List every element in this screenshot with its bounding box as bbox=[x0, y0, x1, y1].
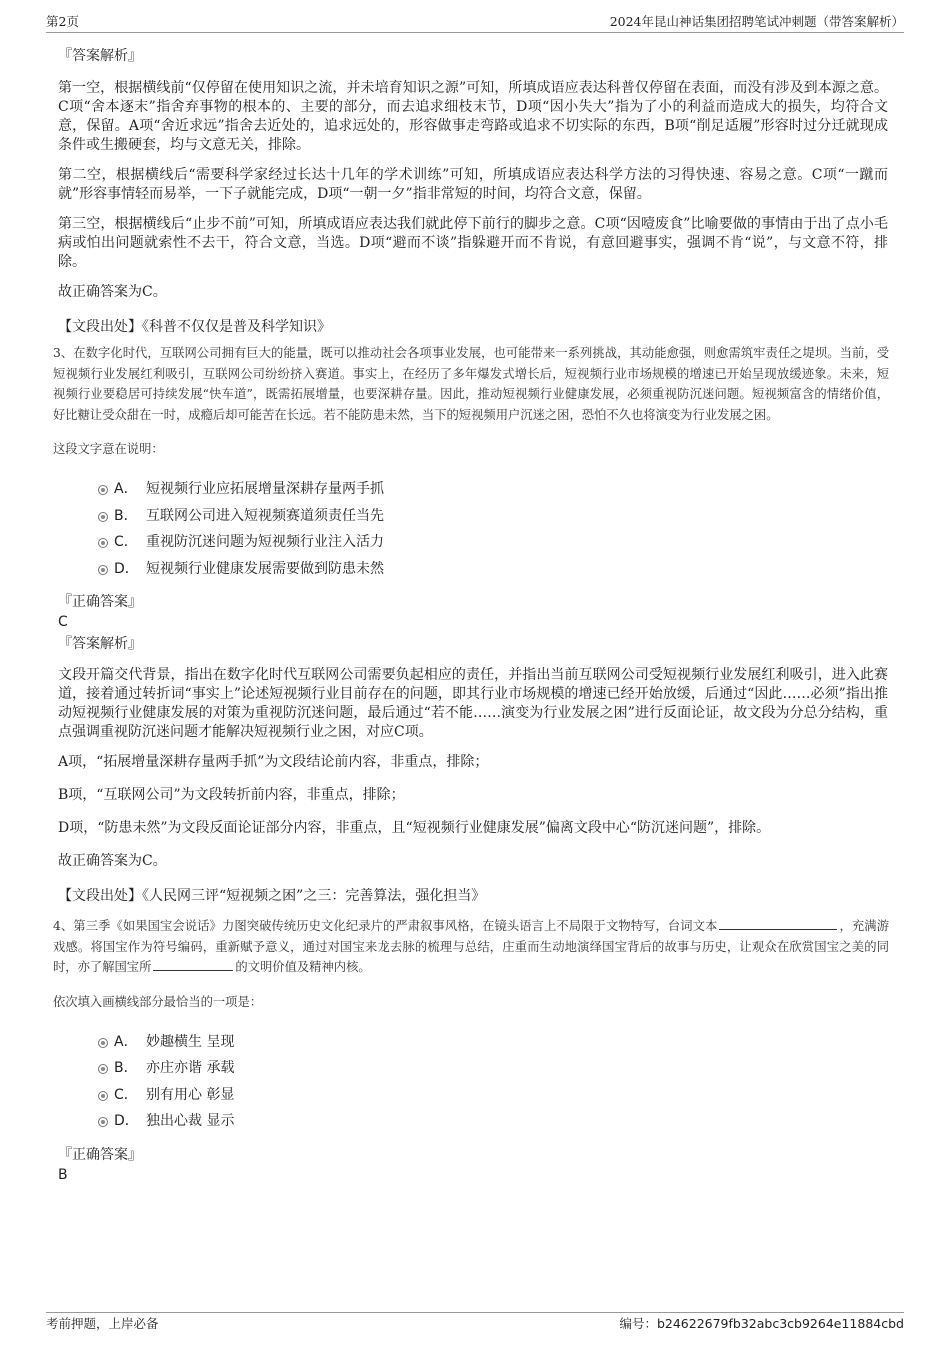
page-header bbox=[46, 12, 904, 33]
option-d[interactable] bbox=[98, 557, 888, 584]
fill-blank-1 bbox=[719, 917, 837, 930]
option-text: 亦庄亦谐 承载 bbox=[146, 1060, 235, 1076]
option-text: 短视频行业健康发展需要做到防患未然 bbox=[146, 560, 384, 577]
question-3-options bbox=[98, 477, 888, 583]
analysis-paragraph: 文段开篇交代背景，指出在数字化时代互联网公司需要负起相应的责任，并指出当前互联网公司受短视频行业发展红利吸引，进入此赛道，接着通过转折词“事实上”论述短视频行业目前存在的问题，即其行业市场规模的增速已经开始放缓，后通过“因此……必须”指出推动短视频行业健康发展的对策为重视防沉迷问题，最后通过“若不能……演变为行业发展之困”进行反面论证，故文段为分总分结构，重点强调重视防沉迷问题才能解决短视频行业之困，对应C项。 bbox=[58, 667, 888, 740]
page-number: 第2页 bbox=[46, 14, 79, 29]
analysis-conclusion: 故正确答案为C。 bbox=[58, 853, 167, 869]
analysis-paragraph: D项，“防患未然”为文段反面论证部分内容，非重点，且“短视频行业健康发展”偏离文段中心“防沉迷问题”，排除。 bbox=[58, 820, 771, 836]
option-text: 互联网公司进入短视频赛道须责任当先 bbox=[146, 507, 384, 524]
radio-icon[interactable] bbox=[98, 538, 108, 548]
option-letter: C． bbox=[114, 1086, 138, 1103]
fill-blank-2 bbox=[153, 958, 233, 971]
correct-answer: B bbox=[58, 1166, 68, 1183]
analysis-paragraph: B项，“互联网公司”为文段转折前内容，非重点，排除； bbox=[58, 787, 405, 803]
document-code-label: 编号： bbox=[619, 1316, 657, 1331]
document-code-value: b24622679fb32abc3cb9264e11884cbd bbox=[656, 1316, 904, 1331]
source-citation: 【文段出处】《人民网三评“短视频之困”之三：完善算法，强化担当》 bbox=[58, 888, 486, 904]
option-text: 妙趣横生 呈现 bbox=[146, 1033, 235, 1050]
analysis-paragraph: A项，“拓展增量深耕存量两手抓”为文段结论前内容，非重点，排除； bbox=[58, 754, 489, 770]
question-4-text bbox=[53, 916, 889, 978]
question-4-text-part3: 的文明价值及精神内核。 bbox=[235, 960, 371, 974]
correct-answer: C bbox=[58, 614, 68, 630]
radio-icon[interactable] bbox=[98, 1064, 108, 1074]
radio-icon[interactable] bbox=[98, 485, 108, 495]
question-4-options bbox=[98, 1030, 888, 1136]
radio-icon[interactable] bbox=[98, 512, 108, 522]
option-letter: A． bbox=[114, 481, 138, 497]
question-3-prompt: 这段文字意在说明： bbox=[53, 442, 164, 456]
option-letter: B． bbox=[114, 507, 138, 524]
question-4-prompt: 依次填入画横线部分最恰当的一项是： bbox=[53, 994, 263, 1009]
radio-icon[interactable] bbox=[98, 1091, 108, 1101]
correct-answer-label: 『正确答案』 bbox=[58, 1146, 142, 1163]
option-letter: A． bbox=[114, 1033, 138, 1050]
option-text: 重视防沉迷问题为短视频行业注入活力 bbox=[146, 534, 384, 550]
option-c[interactable] bbox=[98, 530, 888, 557]
option-letter: D． bbox=[114, 1113, 139, 1129]
question-3-text: 3、在数字化时代，互联网公司拥有巨大的能量，既可以推动社会各项事业发展，也可能带来一系列挑战，其动能愈强，则愈需筑牢责任之堤坝。当前，受短视频行业发展红利吸引，互联网公司纷纷挤入赛道。事实上，在经历了多年爆发式增长后，短视频行业市场规模的增速已开始呈现放缓迹象。未来，短视频行业要稳居可持续发展“快车道”，既需拓展增量，也要深耕存量。因此，推动短视频行业健康发展，必须重视防沉迷问题。短视频富含的情绪价值，好比糖让受众甜在一时，成瘾后却可能苦在长远。若不能防患未然，当下的短视频用户沉迷之困，恐怕不久也将演变为行业发展之困。 bbox=[53, 346, 889, 422]
option-a[interactable] bbox=[98, 1030, 888, 1057]
analysis-conclusion: 故正确答案为C。 bbox=[58, 284, 167, 300]
source-citation: 【文段出处】《科普不仅仅是普及科学知识》 bbox=[58, 319, 331, 335]
option-letter: C． bbox=[114, 534, 138, 550]
page-footer bbox=[46, 1312, 904, 1337]
option-text: 短视频行业应拓展增量深耕存量两手抓 bbox=[146, 481, 384, 497]
page-content bbox=[53, 46, 889, 1187]
option-c[interactable] bbox=[98, 1083, 888, 1110]
correct-answer-label: 『正确答案』 bbox=[58, 594, 142, 610]
question-4-text-part1: 4、第三季《如果国宝会说话》力图突破传统历史文化纪录片的严肃叙事风格，在镜头语言上不局限于文物特写，台词文本 bbox=[53, 919, 718, 933]
radio-icon[interactable] bbox=[98, 565, 108, 575]
analysis-label: 『答案解析』 bbox=[58, 636, 142, 652]
footer-slogan: 考前押题，上岸必备 bbox=[46, 1316, 159, 1331]
option-text: 独出心裁 显示 bbox=[146, 1113, 235, 1129]
option-b[interactable] bbox=[98, 504, 888, 531]
option-d[interactable] bbox=[98, 1109, 888, 1136]
document-code bbox=[619, 1313, 904, 1335]
analysis-paragraph: 第二空，根据横线后“需要科学家经过长达十几年的学术训练”可知，所填成语应表达科学方法的习得快速、容易之意。C项“一蹴而就”形容事情轻而易举，一下子就能完成，D项“一朝一夕”指非常短的时间，均符合文意，保留。 bbox=[58, 167, 888, 202]
question-4-text-part2: ，充满游戏感。将国宝作为符号编码，重新赋予意义，通过对国宝来龙去脉的梳理与总结，庄重而生动地演绎国宝背后的故事与历史，让观众在欣赏国宝之美的同时，亦了解国宝所 bbox=[53, 919, 889, 974]
option-b[interactable] bbox=[98, 1056, 888, 1083]
option-a[interactable] bbox=[98, 477, 888, 504]
analysis-paragraph: 第一空，根据横线前“仅停留在使用知识之流，并未培育知识之源”可知，所填成语应表达科普仅停留在表面，而没有涉及到本源之意。C项“舍本逐末”指舍弃事物的根本的、主要的部分，而去追求细枝末节，D项“因小失大”指为了小的利益而造成大的损失，均符合文意，保留。A项“舍近求远”指舍去近处的，追求远处的，形容做事走弯路或追求不切实际的东西，B项“削足适履”形容时过分迁就现成条件或生搬硬套，均与文意无关，排除。 bbox=[58, 80, 888, 153]
radio-icon[interactable] bbox=[98, 1117, 108, 1127]
option-text: 别有用心 彰显 bbox=[146, 1086, 235, 1103]
radio-icon[interactable] bbox=[98, 1038, 108, 1048]
option-letter: D． bbox=[114, 560, 139, 577]
document-title: 2024年昆山神话集团招聘笔试冲刺题（带答案解析） bbox=[609, 14, 904, 29]
analysis-label: 『答案解析』 bbox=[58, 48, 142, 64]
analysis-paragraph: 第三空，根据横线后“止步不前”可知，所填成语应表达我们就此停下前行的脚步之意。C项“因噎废食”比喻要做的事情由于出了点小毛病或怕出问题就索性不去干，符合文意，当选。D项“避而不谈”指躲避开而不肯说，有意回避事实，强调不肯“说”，与文意不符，排除。 bbox=[58, 216, 888, 270]
option-letter: B． bbox=[114, 1060, 138, 1076]
